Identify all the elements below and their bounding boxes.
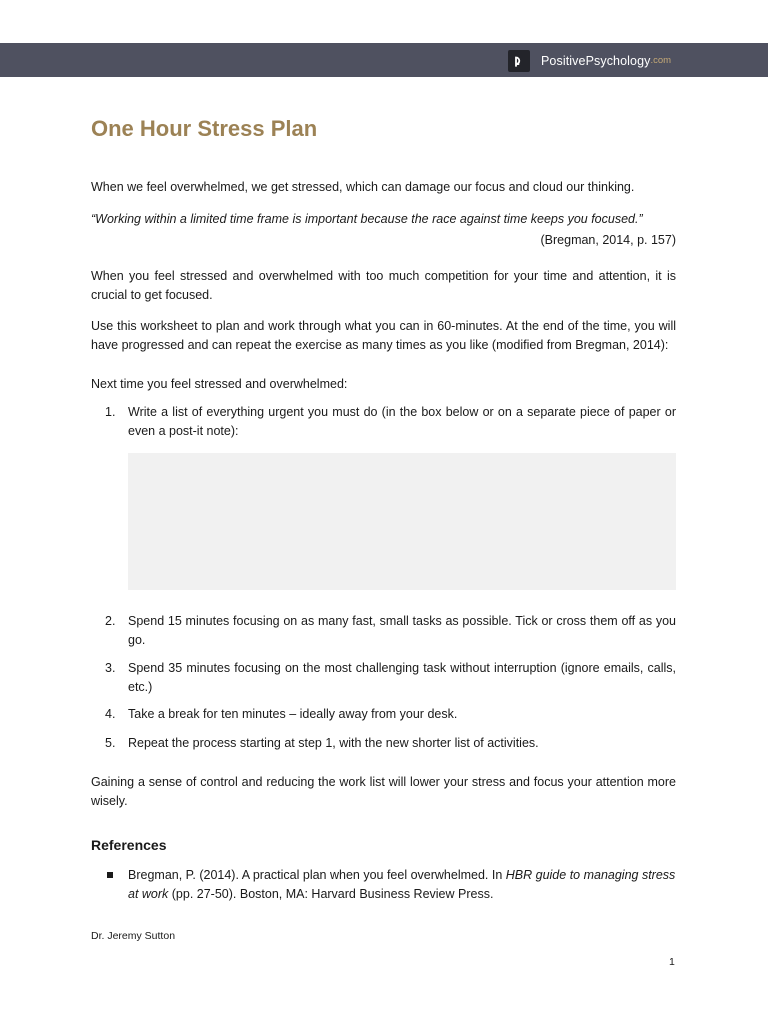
header-bar <box>0 43 768 77</box>
page-title: One Hour Stress Plan <box>91 116 318 141</box>
page-number: 1 <box>669 956 675 968</box>
brand[interactable] <box>508 50 671 71</box>
list-item <box>91 403 676 440</box>
square-bullet-icon <box>107 872 113 878</box>
references-heading: References <box>91 837 167 853</box>
quote: “Working within a limited time frame is important because the race against time keeps you focused.” <box>91 212 643 226</box>
intro-paragraph: When we feel overwhelmed, we get stressed, which can damage our focus and cloud our thinking. <box>91 180 635 194</box>
step-number: 3. <box>105 661 116 675</box>
p-logo-icon <box>508 50 530 72</box>
writing-box[interactable] <box>128 453 676 590</box>
list-item <box>91 734 676 753</box>
step-number: 5. <box>105 736 116 750</box>
step-text: Spend 15 minutes focusing on as many fast, small tasks as possible. Tick or cross them off as you go. <box>128 614 676 647</box>
step-text: Write a list of everything urgent you must do (in the box below or on a separate piece of paper or even a post-it note): <box>128 405 676 438</box>
lead-in: Next time you feel stressed and overwhelmed: <box>91 377 348 391</box>
reference-item <box>91 866 676 903</box>
brand-suffix: .com <box>650 55 672 66</box>
list-item <box>91 659 676 696</box>
closing-paragraph: Gaining a sense of control and reducing the work list will lower your stress and focus your attention more wisely. <box>91 775 676 808</box>
brand-name: PositivePsychology <box>541 53 651 68</box>
step-text: Repeat the process starting at step 1, with the new shorter list of activities. <box>128 736 539 750</box>
step-number: 4. <box>105 707 116 721</box>
list-item <box>91 612 676 649</box>
step-text: Take a break for ten minutes – ideally away from your desk. <box>128 707 458 721</box>
citation: (Bregman, 2014, p. 157) <box>540 233 676 247</box>
list-item <box>91 705 676 724</box>
step-number: 2. <box>105 614 116 628</box>
step-text: Spend 35 minutes focusing on the most challenging task without interruption (ignore emails, calls, etc.) <box>128 661 676 694</box>
author: Dr. Jeremy Sutton <box>91 930 176 942</box>
step-number: 1. <box>105 405 116 419</box>
reference-text: Bregman, P. (2014). A practical plan when you feel overwhelmed. In HBR guide to managing stress at work (pp. 27-50). Boston, MA: Harvard Business Review Press. <box>128 868 676 901</box>
paragraph-2: When you feel stressed and overwhelmed with too much competition for your time and attention, it is crucial to get focused. <box>91 269 676 302</box>
paragraph-3: Use this worksheet to plan and work through what you can in 60-minutes. At the end of the time, you will have progressed and can repeat the exercise as many times as you like (modified from Bregman, 2014): <box>91 319 676 352</box>
reference-source-title: HBR guide to managing stress at work <box>128 868 676 901</box>
